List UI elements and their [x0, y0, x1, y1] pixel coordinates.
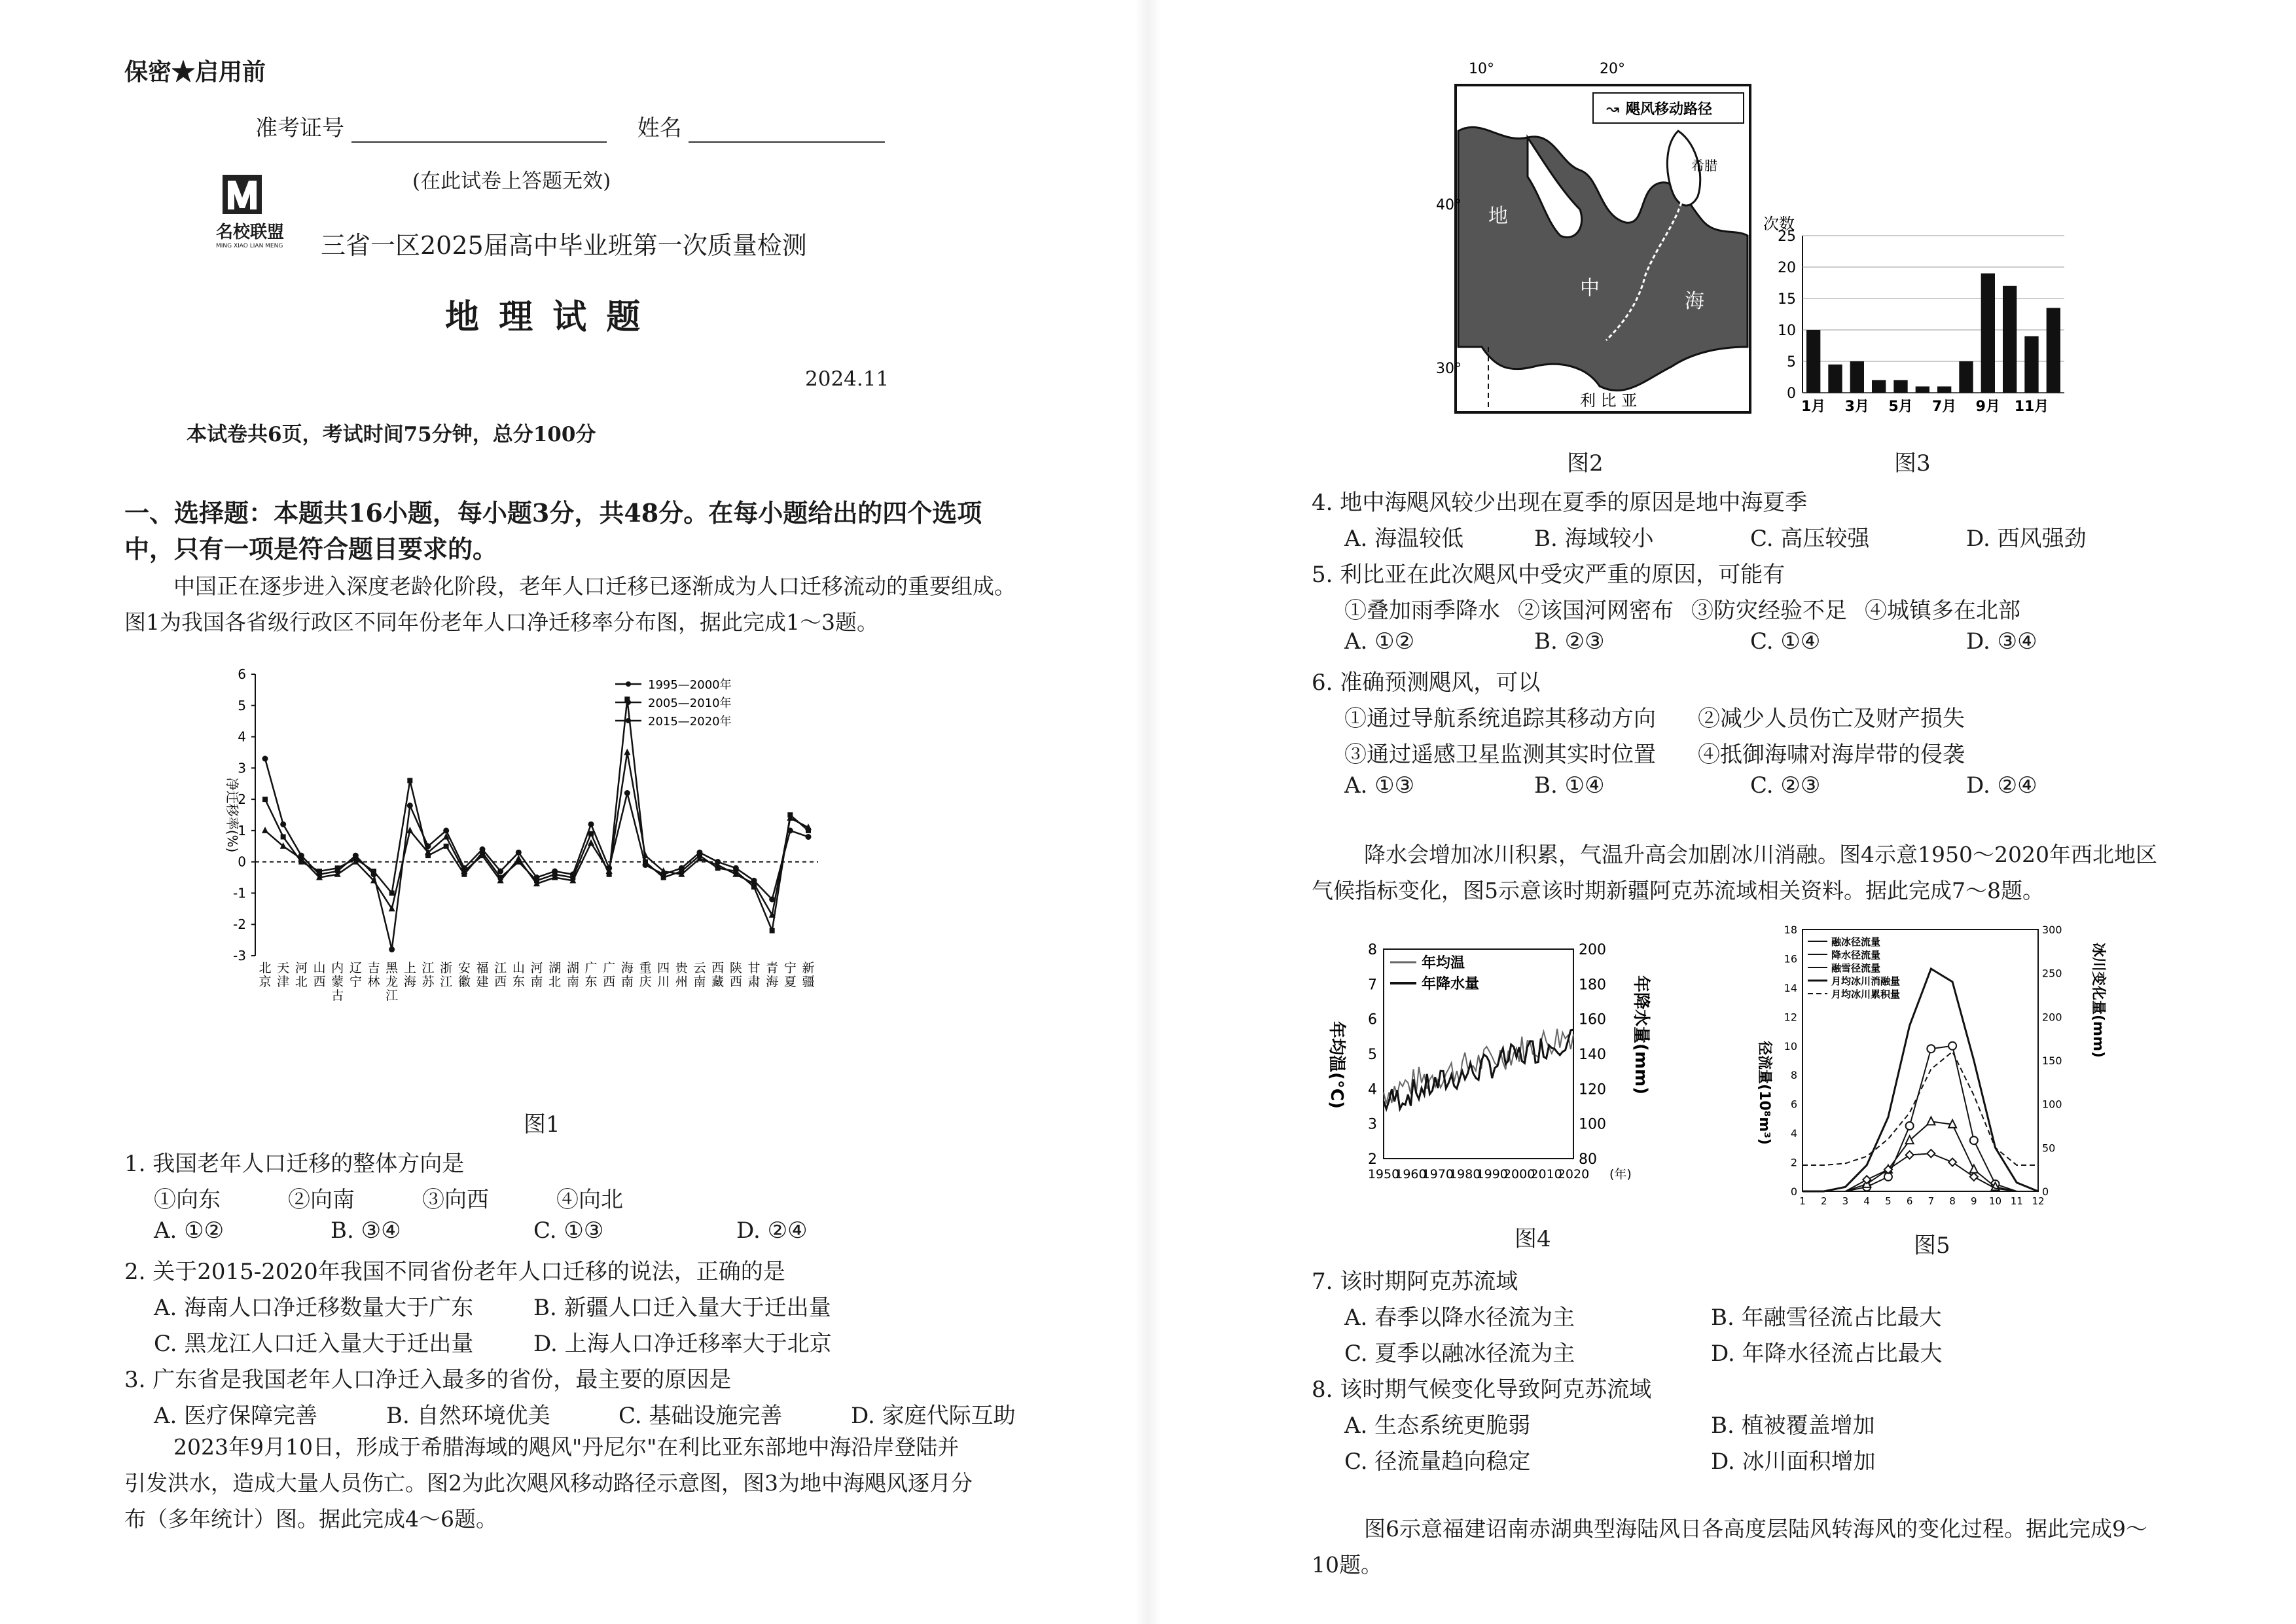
question-5: 5. 利比亚在此次飓风中受灾严重的原因，可能有 [1312, 562, 1785, 588]
q2-option-c[interactable]: C. 黑龙江人口迁入量大于迁出量 [154, 1331, 474, 1357]
fig3-x-tick-label: 5月 [1888, 399, 1913, 415]
fig3-bar [1893, 380, 1907, 393]
fig5-x-tick-label: 11 [2010, 1195, 2023, 1207]
fig5-left-tick-label: 6 [1790, 1098, 1797, 1111]
fig3-bar [1959, 361, 1973, 393]
fig5-left-tick-label: 4 [1790, 1127, 1797, 1140]
fig5-right-tick-label: 300 [2042, 924, 2062, 936]
fig1-point [588, 831, 594, 837]
fig1-x-tick-label: 新疆 [802, 961, 815, 989]
q1-option-b[interactable]: B. ③④ [331, 1218, 401, 1244]
fig5-x-tick-label: 3 [1842, 1195, 1849, 1207]
fig1-y-tick-label: 1 [238, 822, 246, 839]
fig4-left-tick-label: 5 [1368, 1047, 1377, 1063]
figure-1-chart [216, 655, 870, 1074]
fig3-bar [1872, 380, 1886, 393]
fig4-right-tick-label: 180 [1579, 977, 1606, 994]
fig5-point [1927, 1117, 1935, 1125]
fig5-x-tick-label: 7 [1928, 1195, 1935, 1207]
fig5-left-tick-label: 10 [1784, 1039, 1797, 1053]
fig4-legend-precipitation: 年降水量 [1422, 976, 1480, 992]
hurricane-legend-icon: ↝ [1606, 99, 1620, 118]
fig1-x-tick-label: 重庆 [639, 961, 652, 989]
passage4-line1: 图6示意福建诏南赤湖典型海陆风日各高度层陆风转海风的变化过程。据此完成9～ [1364, 1516, 2147, 1542]
fig1-x-tick-label: 西藏 [711, 961, 725, 989]
fig1-x-tick-label: 上海 [403, 961, 416, 989]
fig1-legend-label: 2005—2010年 [648, 696, 732, 710]
fig1-y-tick-label: 5 [238, 697, 246, 713]
fig5-point [1906, 1122, 1914, 1130]
map-label-greece: 希腊 [1691, 158, 1717, 173]
fig1-x-tick-label: 海南 [620, 961, 634, 989]
q4-option-b[interactable]: B. 海域较小 [1534, 526, 1654, 552]
fig1-x-tick-label: 安徽 [457, 961, 471, 989]
passage3-line2: 气候指标变化，图5示意该时期新疆阿克苏流域相关资料。据此完成7～8题。 [1312, 878, 2044, 903]
fig1-x-tick-label: 江西 [494, 961, 507, 989]
fig1-x-tick-label: 内蒙古 [331, 961, 344, 1003]
fig1-y-tick-label: -3 [233, 948, 246, 964]
subject-title: 地 理 试 题 [445, 297, 645, 337]
fig4-x-tick-label: 1980 [1449, 1167, 1481, 1182]
fig3-bar [1850, 361, 1864, 393]
figure-1-caption: 图1 [524, 1111, 560, 1138]
q1-option-c[interactable]: C. ①③ [533, 1218, 604, 1244]
fig5-point [1906, 1136, 1914, 1144]
fig4-left-axis-label: 年均温(°C) [1327, 1021, 1346, 1109]
q6-option-d[interactable]: D. ②④ [1966, 772, 2037, 799]
fig1-series-line [265, 759, 808, 949]
q5-item-1: ①叠加雨季降水 [1344, 598, 1500, 624]
question-8-options-row2 [1344, 1443, 1876, 1475]
fig1-legend-label: 1995—2000年 [648, 678, 732, 692]
fig1-legend-label: 2015—2020年 [648, 715, 732, 729]
fig5-point [1970, 1173, 1978, 1181]
q6-option-c[interactable]: C. ②③ [1750, 772, 1821, 799]
q6-item-4: ④抵御海啸对海岸带的侵袭 [1698, 742, 1965, 768]
fig1-point [371, 871, 377, 877]
question-6-items-row1 [1344, 700, 1965, 732]
fig5-right-tick-label: 200 [2042, 1011, 2062, 1024]
confidential-label: 保密★启用前 [124, 58, 266, 86]
q2-option-a[interactable]: A. 海南人口净迁移数量大于广东 [154, 1295, 474, 1321]
fig1-point [443, 827, 449, 833]
fig5-left-tick-label: 0 [1790, 1185, 1797, 1198]
fig1-x-tick-label: 福建 [476, 961, 489, 989]
logo [216, 171, 295, 249]
exam-title: 三省一区2025届高中毕业班第一次质量检测 [321, 231, 807, 260]
fig1-point [552, 869, 558, 875]
q7-option-c[interactable]: C. 夏季以融冰径流为主 [1344, 1341, 1575, 1367]
q2-option-b[interactable]: B. 新疆人口迁入量大于迁出量 [533, 1295, 831, 1321]
fig1-point [497, 869, 503, 875]
q1-option-a[interactable]: A. ①② [154, 1218, 224, 1244]
q3-option-d[interactable]: D. 家庭代际互助 [851, 1403, 1016, 1429]
q8-option-b[interactable]: B. 植被覆盖增加 [1711, 1413, 1875, 1439]
fig4-x-tick-label: 2010 [1530, 1167, 1562, 1182]
question-4-options [1344, 520, 2087, 552]
q1-item-1: ①向东 [154, 1187, 221, 1213]
exam-info: 本试卷共6页，考试时间75分钟，总分100分 [187, 423, 596, 446]
q5-option-b[interactable]: B. ②③ [1534, 628, 1605, 655]
passage2-line2: 引发洪水，造成大量人员伤亡。图2为此次飓风移动路径示意图，图3为地中海飓风逐月分 [124, 1470, 973, 1496]
map-label-hai: 海 [1685, 290, 1704, 313]
fig4-x-axis-label: (年) [1609, 1167, 1632, 1182]
fig3-bar [1937, 386, 1951, 393]
exam-number-label: 准考证号 [255, 115, 344, 141]
fig1-y-tick-label: 2 [238, 791, 246, 808]
fig3-x-tick-label: 11月 [2014, 399, 2049, 415]
fig1-x-tick-label: 贵州 [675, 961, 688, 989]
q7-option-a[interactable]: A. 春季以降水径流为主 [1344, 1305, 1575, 1331]
fig5-point [1948, 1042, 1956, 1050]
question-5-items [1344, 592, 2020, 624]
figure-5-chart [1744, 916, 2110, 1224]
q6-option-b[interactable]: B. ①④ [1534, 772, 1605, 799]
fig5-x-tick-label: 4 [1863, 1195, 1870, 1207]
fig1-point [679, 865, 685, 871]
fig5-point [1906, 1151, 1914, 1159]
fig4-left-tick-label: 8 [1368, 942, 1377, 958]
fig3-y-tick-label: 0 [1787, 386, 1796, 402]
question-3-options [154, 1398, 1016, 1430]
map-lon-20: 20° [1600, 61, 1625, 77]
fig1-y-tick-label: 6 [238, 666, 246, 682]
fig1-point [407, 778, 412, 783]
fig1-point [624, 790, 630, 796]
q6-item-1: ①通过导航系统追踪其移动方向 [1344, 706, 1656, 732]
fig1-x-tick-label: 浙江 [440, 961, 453, 989]
fig5-point [1948, 1159, 1956, 1166]
fig3-y-tick-label: 5 [1787, 354, 1796, 370]
fig1-point [733, 865, 739, 871]
passage2-line1: 2023年9月10日，形成于希腊海域的飓风"丹尼尔"在利比亚东部地中海沿岸登陆并 [173, 1434, 960, 1460]
map-label-libya: 利 比 亚 [1580, 391, 1638, 410]
fig1-point [262, 756, 268, 762]
fig5-x-tick-label: 5 [1885, 1195, 1892, 1207]
fig4-left-tick-label: 7 [1368, 977, 1377, 994]
fig1-point [407, 803, 413, 808]
q6-option-a[interactable]: A. ①③ [1344, 772, 1415, 799]
q5-option-d[interactable]: D. ③④ [1966, 628, 2037, 655]
fig1-point [353, 853, 359, 859]
fig4-legend-temperature: 年均温 [1422, 955, 1465, 971]
question-5-options [1344, 628, 2037, 655]
figure-5-caption: 图5 [1914, 1233, 1950, 1259]
q8-option-a[interactable]: A. 生态系统更脆弱 [1344, 1413, 1531, 1439]
fig4-right-tick-label: 100 [1579, 1116, 1606, 1133]
fig4-left-tick-label: 4 [1368, 1081, 1377, 1098]
fig3-y-axis-label: 次数 [1763, 215, 1795, 233]
fig5-right-tick-label: 0 [2042, 1185, 2049, 1198]
fig5-point [1970, 1165, 1978, 1173]
question-3: 3. 广东省是我国老年人口净迁入最多的省份，最主要的原因是 [124, 1367, 732, 1393]
fig1-series-line [265, 752, 808, 914]
fig5-point [1927, 1149, 1935, 1157]
fig3-bar [2047, 308, 2060, 393]
fig1-y-tick-label: -1 [233, 885, 246, 901]
fig1-point [280, 821, 286, 827]
passage2-line3: 布（多年统计）图。据此完成4～6题。 [124, 1506, 497, 1532]
fig1-point [697, 850, 703, 856]
fig1-point [389, 947, 395, 952]
fig1-series-line [265, 699, 808, 931]
fig5-legend-label: 月均冰川累积量 [1831, 988, 1901, 1000]
fig1-x-tick-label: 辽宁 [349, 961, 362, 989]
fig3-bar [1806, 330, 1820, 393]
fig3-x-tick-label: 3月 [1844, 399, 1869, 415]
fig1-point [444, 844, 449, 849]
fig5-left-tick-label: 18 [1784, 924, 1797, 936]
fig1-x-tick-label: 广东 [584, 961, 598, 989]
fig1-point [806, 834, 812, 840]
fig5-left-tick-label: 16 [1784, 952, 1797, 965]
fig1-x-tick-label: 广西 [603, 961, 616, 989]
fig5-left-axis-label: 径流量(10⁸m³) [1756, 1041, 1772, 1145]
question-1-options [154, 1218, 808, 1244]
fig3-x-tick-label: 7月 [1932, 399, 1957, 415]
fig4-left-tick-label: 2 [1368, 1151, 1377, 1168]
fig1-x-tick-label: 河北 [295, 961, 308, 989]
fig1-x-tick-label: 青海 [766, 961, 779, 989]
fig1-x-tick-label: 吉林 [367, 961, 380, 989]
fig1-x-tick-label: 天津 [277, 961, 290, 989]
fig1-x-tick-label: 四川 [657, 961, 670, 989]
q5-option-a[interactable]: A. ①② [1344, 628, 1415, 655]
fig5-x-tick-label: 12 [2032, 1195, 2045, 1207]
right-page [1148, 0, 2296, 1624]
q5-option-c[interactable]: C. ①④ [1750, 628, 1821, 655]
passage1-line1: 中国正在逐步进入深度老龄化阶段，老年人口迁移已逐渐成为人口迁移流动的重要组成。 [173, 573, 1016, 599]
fig1-point [770, 928, 775, 933]
fig3-x-tick-label: 1月 [1801, 399, 1826, 415]
fig4-x-tick-label: 1950 [1367, 1167, 1400, 1182]
fig1-point [516, 850, 522, 856]
map-legend-label: 飓风移动路径 [1626, 101, 1713, 118]
logo-sub: MING XIAO LIAN MENG [216, 243, 283, 249]
fig1-x-tick-label: 湖北 [548, 961, 562, 989]
fig4-right-tick-label: 200 [1579, 942, 1606, 958]
fig4-right-tick-label: 160 [1579, 1011, 1606, 1028]
fig1-legend-marker [626, 718, 631, 723]
question-8-options-row1 [1344, 1407, 1875, 1439]
exam-number-blank[interactable] [351, 120, 607, 143]
fig4-right-tick-label: 120 [1579, 1081, 1606, 1098]
q8-option-c[interactable]: C. 径流量趋向稳定 [1344, 1449, 1531, 1475]
map-label-di: 地 [1488, 205, 1508, 228]
logo-text: 名校联盟 [216, 223, 285, 242]
fig3-y-tick-label: 15 [1778, 291, 1796, 308]
q6-item-2: ②减少人员伤亡及财产损失 [1698, 706, 1965, 732]
passage3-line1: 降水会增加冰川积累，气温升高会加剧冰川消融。图4示意1950～2020年西北地区 [1364, 842, 2157, 867]
figure-2-caption: 图2 [1567, 450, 1604, 477]
fig1-x-tick-label: 云南 [693, 961, 706, 989]
fig3-y-tick-label: 10 [1778, 323, 1796, 339]
fig1-y-axis-label: 净迁移率(%) [224, 777, 240, 853]
fig1-point [643, 862, 649, 868]
fig1-legend-marker [626, 681, 631, 687]
fig3-x-tick-label: 9月 [1975, 399, 2000, 415]
fig4-x-tick-label: 2020 [1557, 1167, 1590, 1182]
fig5-x-tick-label: 1 [1799, 1195, 1806, 1207]
fig1-point [389, 890, 395, 895]
exam-number-row [255, 115, 885, 143]
fig3-bar [2003, 286, 2017, 393]
q4-option-d[interactable]: D. 西风强劲 [1966, 526, 2087, 552]
fig5-series-line [1803, 1046, 2038, 1191]
fig1-x-tick-label: 陕西 [729, 961, 742, 989]
q3-option-b[interactable]: B. 自然环境优美 [386, 1403, 550, 1429]
fig5-left-tick-label: 12 [1784, 1011, 1797, 1024]
fig1-x-tick-label: 北京 [259, 961, 272, 989]
q2-option-d[interactable]: D. 上海人口净迁移率大于北京 [533, 1331, 832, 1357]
fig1-legend-marker [626, 700, 631, 705]
figure-3-caption: 图3 [1894, 450, 1931, 477]
map-label-zhong: 中 [1580, 277, 1600, 300]
figure-4-caption: 图4 [1515, 1226, 1551, 1252]
question-2: 2. 关于2015-2020年我国不同省份老年人口迁移的说法，正确的是 [124, 1259, 785, 1285]
question-2-options-row1 [154, 1290, 831, 1322]
logo-icon [216, 171, 268, 217]
fig4-x-tick-label: 2000 [1503, 1167, 1535, 1182]
fig5-left-tick-label: 8 [1790, 1069, 1797, 1082]
q3-option-a[interactable]: A. 医疗保障完善 [154, 1403, 318, 1429]
fig1-point [262, 827, 268, 833]
map-lat-30: 30° [1436, 361, 1462, 377]
fig3-y-tick-label: 20 [1778, 260, 1796, 276]
fig1-y-tick-label: 4 [238, 729, 246, 745]
figure-2-map [1429, 59, 1757, 425]
fig3-bar [1828, 365, 1842, 393]
fig1-x-tick-label: 湖南 [566, 961, 579, 989]
fig1-x-tick-label: 江苏 [422, 961, 435, 989]
question-1-items [154, 1182, 623, 1214]
fig4-left-tick-label: 6 [1368, 1011, 1377, 1028]
q5-item-2: ②该国河网密布 [1518, 598, 1674, 624]
question-4: 4. 地中海飓风较少出现在夏季的原因是地中海夏季 [1312, 490, 1808, 516]
fig1-point [624, 748, 630, 755]
name-label: 姓名 [637, 115, 682, 141]
fig1-x-tick-label: 甘肃 [747, 961, 761, 989]
fig1-point [588, 821, 594, 827]
fig5-x-tick-label: 2 [1820, 1195, 1827, 1207]
fig5-right-tick-label: 250 [2042, 967, 2062, 980]
fig5-x-tick-label: 6 [1906, 1195, 1913, 1207]
fig5-right-tick-label: 150 [2042, 1055, 2062, 1067]
q5-item-4: ④城镇多在北部 [1865, 598, 2020, 624]
map-lat-40: 40° [1436, 197, 1462, 213]
fig5-x-tick-label: 10 [1988, 1195, 2002, 1207]
question-6: 6. 准确预测飓风，可以 [1312, 670, 1541, 696]
exam-date: 2024.11 [805, 367, 889, 391]
q1-item-3: ③向西 [422, 1187, 489, 1213]
question-7-options-row1 [1344, 1299, 1942, 1331]
q4-option-c[interactable]: C. 高压较强 [1750, 526, 1870, 552]
fig5-x-tick-label: 8 [1949, 1195, 1956, 1207]
question-6-items-row2 [1344, 736, 1965, 768]
fig1-point [425, 843, 431, 849]
fig1-y-tick-label: 3 [238, 760, 246, 776]
q7-option-b[interactable]: B. 年融雪径流占比最大 [1711, 1305, 1942, 1331]
q1-option-d[interactable]: D. ②④ [736, 1218, 808, 1244]
question-7-options-row2 [1344, 1335, 1943, 1367]
q6-item-3: ③通过遥感卫星监测其实时位置 [1344, 742, 1656, 768]
fig5-right-tick-label: 50 [2042, 1142, 2056, 1155]
section1-line1: 一、选择题：本题共16小题，每小题3分，共48分。在每小题给出的四个选项 [124, 498, 982, 528]
q3-option-c[interactable]: C. 基础设施完善 [619, 1403, 783, 1429]
fig1-y-tick-label: 0 [238, 854, 246, 870]
fig1-point [281, 834, 286, 839]
fig5-series-line [1803, 969, 2038, 1191]
fig4-x-tick-label: 1960 [1395, 1167, 1427, 1182]
fig1-y-tick-label: -2 [233, 916, 246, 933]
q1-item-4: ④向北 [556, 1187, 623, 1213]
question-7: 7. 该时期阿克苏流域 [1312, 1269, 1518, 1295]
fig3-y-tick-label: 25 [1778, 228, 1796, 245]
fig1-point [480, 846, 486, 852]
q4-option-a[interactable]: A. 海温较低 [1344, 526, 1464, 552]
fig5-legend-label: 月均冰川消融量 [1831, 975, 1901, 987]
fig1-x-tick-label: 河南 [530, 961, 543, 989]
fig5-series-line [1803, 1121, 2038, 1191]
fig4-x-tick-label: 1990 [1476, 1167, 1508, 1182]
question-1: 1. 我国老年人口迁移的整体方向是 [124, 1151, 465, 1177]
fig5-left-tick-label: 14 [1784, 981, 1797, 994]
q7-option-d[interactable]: D. 年降水径流占比最大 [1711, 1341, 1943, 1367]
q8-option-d[interactable]: D. 冰川面积增加 [1711, 1449, 1876, 1475]
fig4-x-tick-label: 1970 [1422, 1167, 1454, 1182]
fig3-bar [1981, 274, 1995, 393]
question-8: 8. 该时期气候变化导致阿克苏流域 [1312, 1377, 1652, 1403]
map-lon-10: 10° [1469, 61, 1494, 77]
fig4-right-tick-label: 80 [1579, 1151, 1597, 1168]
name-blank[interactable] [689, 120, 885, 143]
q5-item-3: ③防灾经验不足 [1691, 598, 1847, 624]
q1-item-2: ②向南 [288, 1187, 355, 1213]
fig3-bar [2024, 336, 2038, 393]
section1-line2: 中，只有一项是符合题目要求的。 [124, 534, 498, 564]
fig5-legend-label: 降水径流量 [1831, 949, 1881, 961]
fig5-series-line [1803, 1052, 2038, 1165]
fig1-x-tick-label: 黑龙江 [386, 961, 399, 1003]
passage1-line2: 图1为我国各省级行政区不同年份老年人口净迁移率分布图，据此完成1～3题。 [124, 609, 878, 635]
fig1-x-tick-label: 宁夏 [783, 961, 797, 989]
fig4-left-tick-label: 3 [1368, 1116, 1377, 1133]
figure-3-chart [1757, 209, 2071, 425]
fig5-legend-label: 融冰径流量 [1831, 936, 1881, 948]
fig4-right-axis-label: 年降水量(mm) [1631, 975, 1651, 1094]
fig5-point [1927, 1045, 1935, 1053]
fig5-legend-label: 融雪径流量 [1831, 962, 1881, 974]
fig1-point [262, 797, 268, 802]
fig5-right-tick-label: 100 [2042, 1098, 2062, 1111]
fig5-right-axis-label: 冰川变化量(mm) [2090, 943, 2106, 1058]
figure-4-chart [1312, 916, 1652, 1198]
question-6-options [1344, 772, 2037, 799]
fig1-x-tick-label: 山西 [313, 961, 326, 989]
fig4-right-tick-label: 140 [1579, 1047, 1606, 1063]
fig5-point [1970, 1136, 1978, 1144]
fig1-x-tick-label: 山东 [512, 961, 525, 989]
fig5-left-tick-label: 2 [1790, 1156, 1797, 1169]
invalid-note: (在此试卷上答题无效) [412, 170, 611, 193]
fig4-series-precipitation [1384, 1030, 1573, 1109]
question-2-options-row2 [154, 1326, 832, 1358]
passage4-line2: 10题。 [1312, 1552, 1382, 1578]
fig3-bar [1916, 386, 1929, 393]
fig5-x-tick-label: 9 [1971, 1195, 1977, 1207]
